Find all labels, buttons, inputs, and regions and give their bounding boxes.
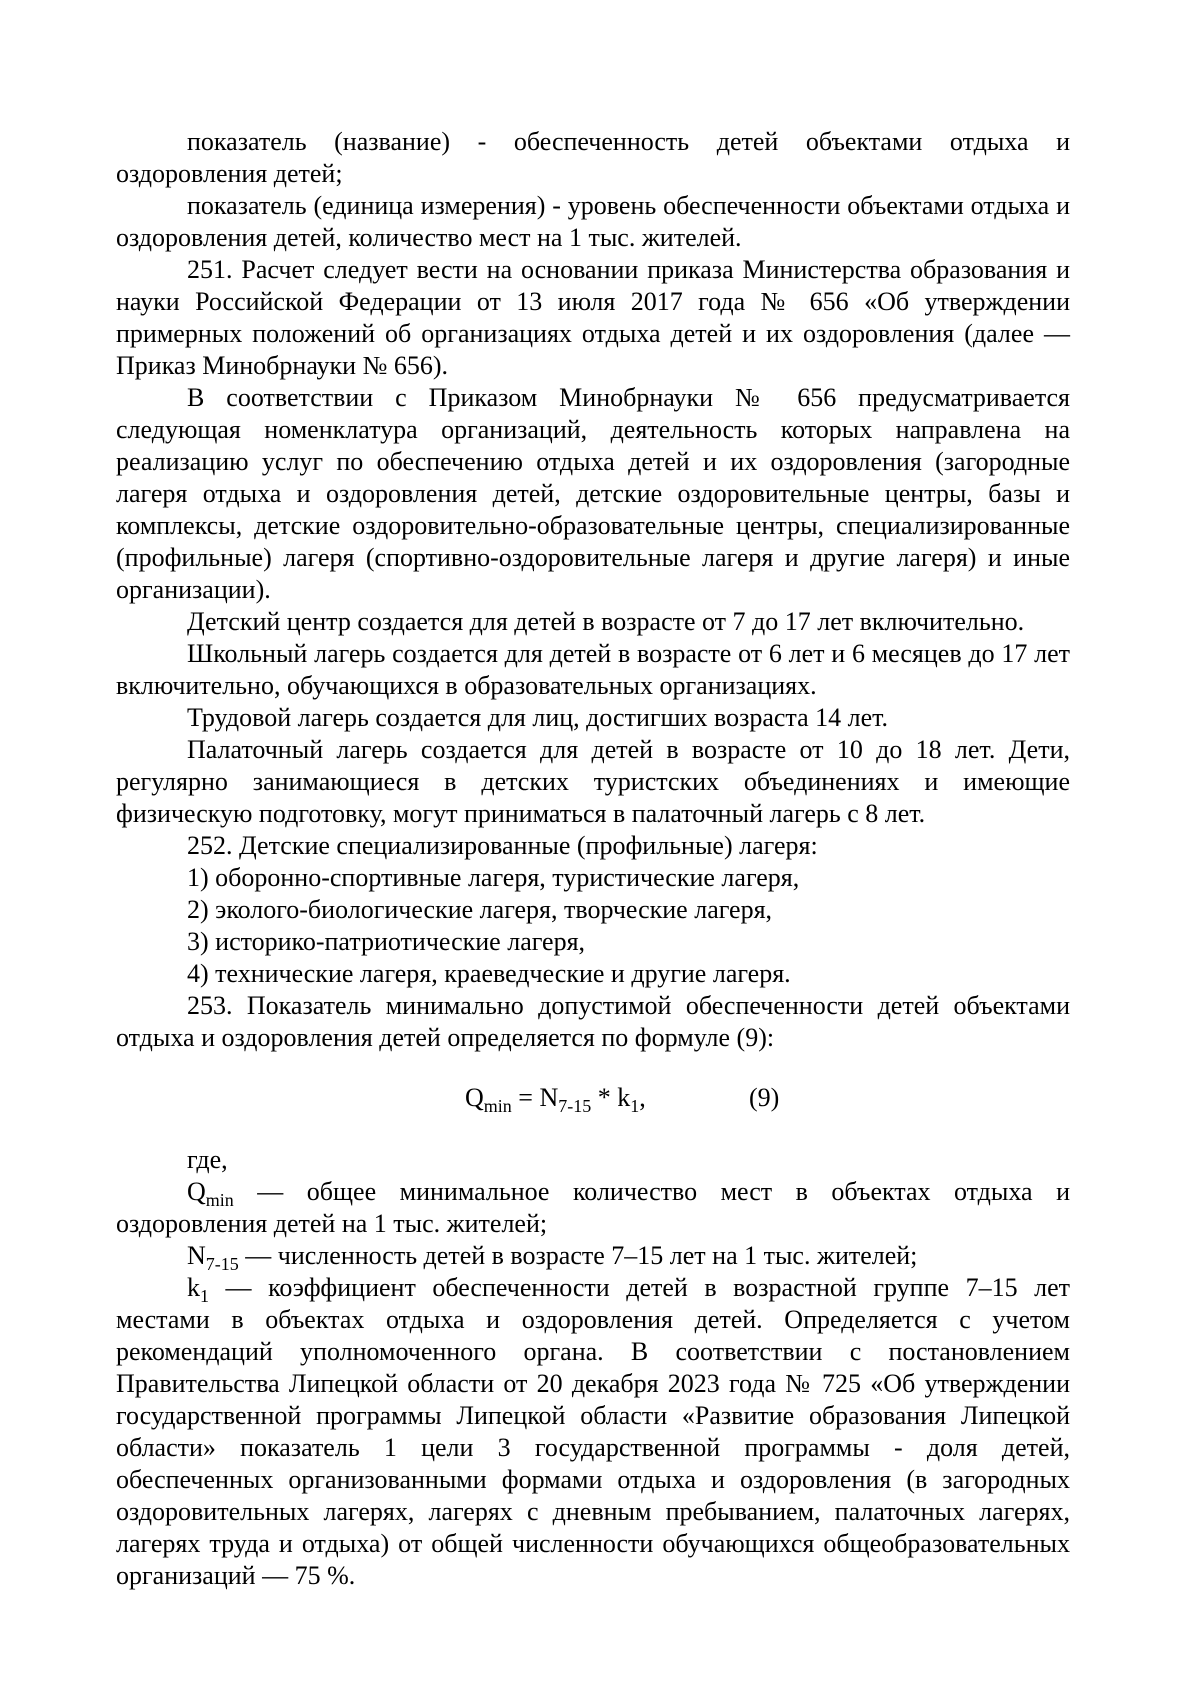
document-page — [116, 126, 1070, 1592]
paragraph-school-camp: Школьный лагерь создается для детей в возрасте от 6 лет и 6 месяцев до 17 лет включительно, обучающихся в образовательных организациях. — [116, 639, 1070, 700]
formula-9 — [116, 1082, 1070, 1114]
paragraph-252: 252. Детские специализированные (профильные) лагеря: — [187, 831, 818, 860]
legend-k1: $k_1$ — коэффициент обеспеченности детей в возрастной группе 7–15 лет местами в объектах отдыха и оздоровления детей. Определяется с учетом рекомендаций уполномоченного органа. В соответствии с постановлением Правительства Липецкой области от 20 декабря 2023 года № 725 «Об утверждении государственной программы Липецкой области «Развитие образования Липецкой области» показатель 1 цели 3 государственной программы - доля детей, обеспеченных организованными формами отдыха и оздоровления (в загородных оздоровительных лагерях, лагерях с дневным пребыванием, палаточных лагерях, лагерях труда и отдыха) от общей численности обучающихся общеобразовательных организаций — 75 %. — [116, 1273, 1070, 1590]
formula-number: (9) — [749, 1083, 780, 1112]
paragraph-253: 253. Показатель минимально допустимой обеспеченности детей объектами отдыха и оздоровления детей определяется по формуле (9): — [116, 991, 1070, 1052]
paragraph-tent-camp: Палаточный лагерь создается для детей в возрасте от 10 до 18 лет. Дети, регулярно занимающиеся в детских туристских объединениях и имеющие физическую подготовку, могут приниматься в палаточный лагерь с 8 лет. — [116, 735, 1070, 828]
list-item: 4) технические лагеря, краеведческие и другие лагеря. — [187, 959, 791, 988]
legend-where: где, — [187, 1145, 228, 1174]
list-item: 2) эколого-биологические лагеря, творческие лагеря, — [187, 895, 773, 924]
paragraph-indicator-unit: показатель (единица измерения) - уровень обеспеченности объектами отдыха и оздоровления детей, количество мест на 1 тыс. жителей. — [116, 191, 1070, 252]
legend-n-7-15: $N_{7-15}$ — численность детей в возрасте 7–15 лет на 1 тыс. жителей; — [187, 1241, 918, 1274]
paragraph-nomenclature: В соответствии с Приказом Минобрнауки № 656 предусматривается следующая номенклатура организаций, деятельность которых направлена на реализацию услуг по обеспечению отдыха детей и их оздоровления (загородные лагеря отдыха и оздоровления детей, детские оздоровительные центры, базы и комплексы, детские оздоровительно-образовательные центры, специализированные (профильные) лагеря (спортивно-оздоровительные лагеря и другие лагеря) и иные организации). — [116, 383, 1070, 604]
paragraph-labor-camp: Трудовой лагерь создается для лиц, достигших возраста 14 лет. — [187, 703, 889, 732]
legend-q-min: $Q_{min}$ — общее минимальное количество мест в объектах отдыха и оздоровления детей на 1 тыс. жителей; — [116, 1177, 1070, 1238]
formula-expression: $Q_{min} = N_{7-15} * k_1$, — [465, 1083, 646, 1116]
paragraph-indicator-name: показатель (название) - обеспеченность детей объектами отдыха и оздоровления детей; — [116, 127, 1070, 188]
list-item: 3) историко-патриотические лагеря, — [187, 927, 586, 956]
paragraph-children-center: Детский центр создается для детей в возрасте от 7 до 17 лет включительно. — [187, 607, 1025, 636]
list-item: 1) оборонно-спортивные лагеря, туристические лагеря, — [187, 863, 800, 892]
paragraph-251: 251. Расчет следует вести на основании приказа Министерства образования и науки Российской Федерации от 13 июля 2017 года № 656 «Об утверждении примерных положений об организациях отдыха детей и их оздоровления (далее — Приказ Минобрнауки № 656). — [116, 255, 1070, 380]
